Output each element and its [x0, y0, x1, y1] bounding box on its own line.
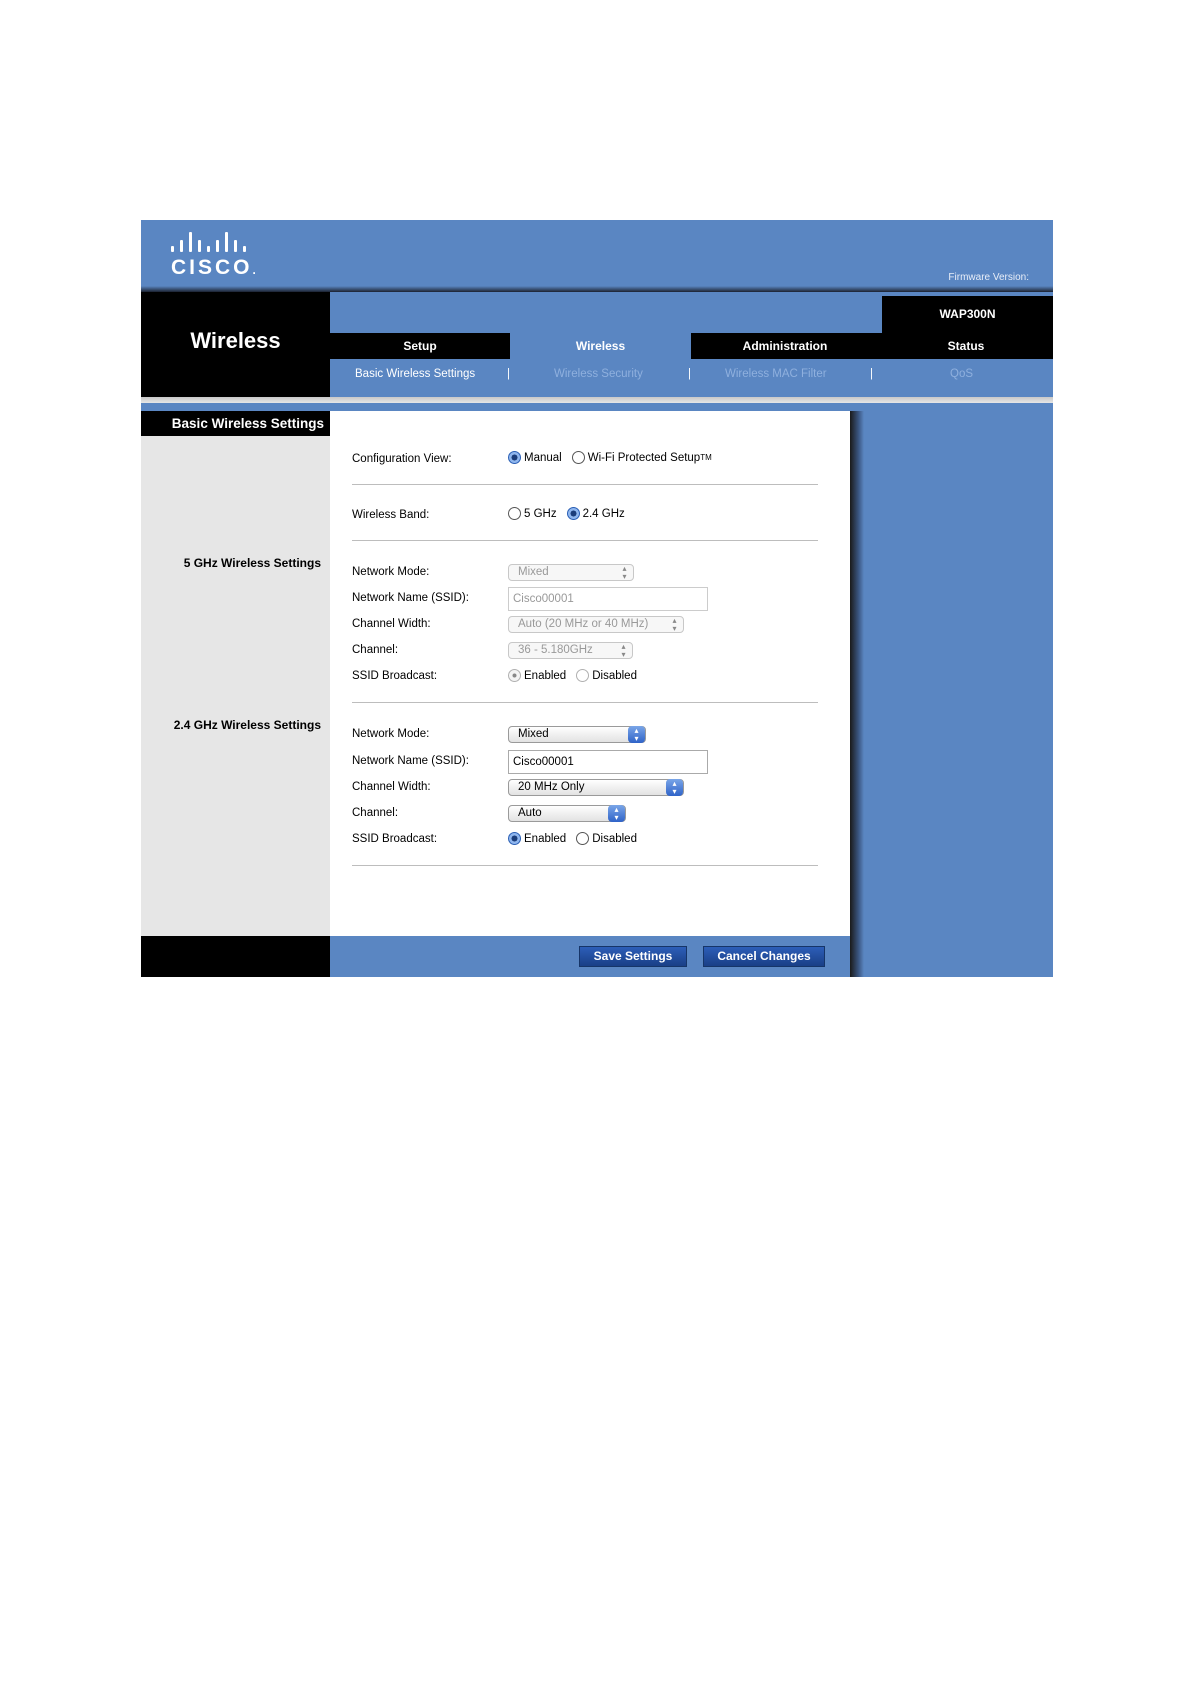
divider: [352, 865, 818, 866]
radio-wps-label: Wi-Fi Protected Setup: [587, 451, 701, 464]
wireless-band-label: Wireless Band:: [352, 509, 430, 521]
subnav-wireless-mac-filter[interactable]: Wireless MAC Filter: [725, 368, 827, 380]
updown-arrow-icon: ▴ ▾: [608, 805, 625, 822]
ssid-5ghz-label: Network Name (SSID):: [352, 592, 469, 604]
content-top-divider: [141, 397, 1053, 403]
radio-broadcast-24ghz-disabled[interactable]: [576, 832, 589, 845]
channel-width-5ghz-select[interactable]: [508, 616, 684, 633]
ssid-broadcast-24ghz-label: SSID Broadcast:: [352, 833, 438, 845]
radio-24ghz[interactable]: [567, 507, 580, 520]
main-tabs: [330, 333, 1053, 359]
cancel-changes-button[interactable]: Cancel Changes: [703, 946, 825, 967]
ssid-5ghz-wrap: [508, 587, 708, 611]
network-mode-24ghz-wrap: [508, 726, 646, 743]
ssid-broadcast-5ghz-options: [508, 669, 647, 682]
channel-width-24ghz-value: 20 MHz Only: [518, 781, 585, 793]
channel-5ghz-wrap: [508, 642, 633, 659]
channel-24ghz-wrap: [508, 805, 626, 822]
channel-5ghz-label: Channel:: [352, 644, 399, 656]
router-admin-page: [141, 220, 1053, 977]
cisco-logo: [171, 232, 261, 277]
channel-5ghz-select[interactable]: [508, 642, 633, 659]
subnav-qos[interactable]: QoS: [950, 368, 974, 380]
tab-wireless[interactable]: Wireless: [510, 329, 691, 359]
ssid-24ghz-wrap: [508, 750, 708, 774]
radio-wps[interactable]: [572, 451, 585, 464]
cisco-bars-icon: [171, 232, 261, 252]
ssid-broadcast-5ghz-label: SSID Broadcast:: [352, 670, 438, 682]
left-panel-header: Basic Wireless Settings: [141, 411, 330, 436]
sub-navigation: [330, 359, 1053, 391]
network-mode-5ghz-wrap: [508, 564, 634, 581]
divider: [352, 540, 818, 541]
channel-width-5ghz-wrap: [508, 616, 684, 633]
radio-broadcast-24ghz-disabled-label: Disabled: [592, 832, 637, 845]
updown-arrow-icon: ▴ ▾: [622, 564, 627, 581]
radio-broadcast-5ghz-enabled[interactable]: [508, 669, 521, 682]
updown-arrow-icon: ▴ ▾: [621, 642, 626, 659]
channel-width-24ghz-select[interactable]: [508, 779, 684, 796]
network-mode-24ghz-label: Network Mode:: [352, 728, 430, 740]
network-mode-5ghz-select[interactable]: [508, 564, 634, 581]
page-title: Wireless: [190, 328, 281, 353]
channel-width-5ghz-label: Channel Width:: [352, 618, 431, 630]
config-view-options: [508, 451, 712, 464]
subnav-separator: |: [507, 368, 510, 380]
section-block: [141, 292, 330, 397]
firmware-version-label: Firmware Version:: [948, 272, 1029, 283]
radio-manual[interactable]: [508, 451, 521, 464]
model-name: WAP300N: [882, 296, 1053, 333]
channel-width-24ghz-label: Channel Width:: [352, 781, 431, 793]
divider: [352, 702, 818, 703]
footer-left: [141, 936, 330, 977]
content-shadow: [850, 411, 864, 977]
channel-24ghz-select[interactable]: [508, 805, 626, 822]
radio-5ghz[interactable]: [508, 507, 521, 520]
trademark-mark: TM: [700, 453, 712, 462]
channel-width-24ghz-wrap: [508, 779, 684, 796]
radio-24ghz-label: 2.4 GHz: [582, 507, 625, 520]
radio-broadcast-24ghz-enabled-label: Enabled: [524, 832, 567, 845]
updown-arrow-icon: ▴ ▾: [672, 616, 677, 633]
ssid-24ghz-input[interactable]: Cisco00001: [508, 750, 708, 774]
subnav-separator: |: [870, 368, 873, 380]
radio-manual-label: Manual: [524, 451, 562, 464]
channel-width-5ghz-value: Auto (20 MHz or 40 MHz): [518, 618, 649, 630]
banner-bar: [330, 296, 882, 330]
logo-wordmark: CISCO.: [171, 256, 259, 279]
label-5ghz-settings: 5 GHz Wireless Settings: [183, 556, 321, 570]
channel-5ghz-value: 36 - 5.180GHz: [518, 644, 593, 656]
wireless-band-options: [508, 507, 625, 520]
network-mode-24ghz-value: Mixed: [518, 728, 549, 740]
network-mode-24ghz-select[interactable]: [508, 726, 646, 743]
save-settings-button[interactable]: Save Settings: [579, 946, 687, 967]
subnav-basic-wireless-settings[interactable]: Basic Wireless Settings: [355, 368, 476, 380]
ssid-broadcast-24ghz-options: [508, 832, 647, 845]
footer-bar: [330, 936, 850, 977]
updown-arrow-icon: ▴ ▾: [666, 779, 683, 796]
subnav-wireless-security[interactable]: Wireless Security: [554, 368, 643, 380]
tab-administration[interactable]: Administration: [742, 339, 828, 353]
config-view-label: Configuration View:: [352, 453, 452, 465]
tab-status[interactable]: Status: [947, 339, 985, 353]
divider: [352, 484, 818, 485]
ssid-24ghz-label: Network Name (SSID):: [352, 755, 469, 767]
channel-24ghz-value: Auto: [518, 807, 542, 819]
label-24ghz-settings: 2.4 GHz Wireless Settings: [173, 718, 321, 732]
radio-broadcast-5ghz-disabled-label: Disabled: [592, 669, 637, 682]
network-mode-5ghz-label: Network Mode:: [352, 566, 430, 578]
radio-broadcast-24ghz-enabled[interactable]: [508, 832, 521, 845]
radio-broadcast-5ghz-enabled-label: Enabled: [524, 669, 567, 682]
radio-broadcast-5ghz-disabled[interactable]: [576, 669, 589, 682]
tab-setup[interactable]: Setup: [403, 339, 437, 353]
channel-24ghz-label: Channel:: [352, 807, 399, 819]
left-panel: [141, 411, 330, 936]
updown-arrow-icon: ▴ ▾: [628, 726, 645, 743]
ssid-5ghz-input[interactable]: Cisco00001: [508, 587, 708, 611]
subnav-separator: |: [688, 368, 691, 380]
settings-form: [330, 411, 850, 936]
network-mode-5ghz-value: Mixed: [518, 566, 549, 578]
radio-5ghz-label: 5 GHz: [524, 507, 557, 520]
